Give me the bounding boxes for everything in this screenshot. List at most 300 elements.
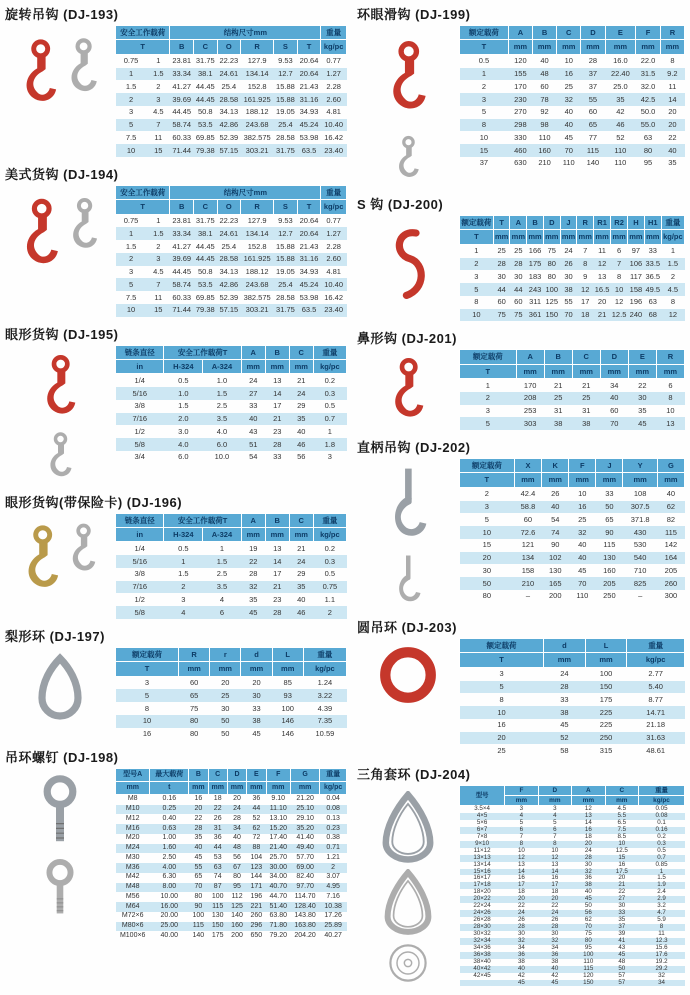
table-row (116, 794, 347, 804)
col-header: mm (605, 40, 636, 54)
col-header: kg/pc (321, 40, 347, 54)
table-cell: 95 (584, 943, 592, 951)
table-cell: 22.40 (605, 68, 636, 81)
table-cell: 30 (628, 392, 656, 405)
table-row (116, 131, 347, 144)
table-cell: 0.08 (639, 813, 685, 820)
product-image-area (5, 185, 115, 279)
table-cell: M12 (125, 814, 140, 822)
table-cell: 65 (605, 514, 614, 524)
col-header: mm (538, 796, 571, 806)
table-cell: 3.5 (203, 413, 242, 426)
table-row (460, 681, 685, 694)
table-row (116, 805, 347, 815)
table-cell: 46 (289, 438, 313, 451)
table-cell: 78 (532, 93, 556, 106)
table-cell: 0.2 (657, 832, 666, 840)
table-cell: 67 (227, 863, 246, 873)
col-header: mm (241, 662, 272, 676)
table-cell: 100 (192, 912, 205, 920)
col-header: mm (623, 473, 657, 487)
table-cell: 0.71 (320, 844, 347, 854)
col-header: kg/pc (627, 653, 685, 667)
table-cell: 20×22 (460, 896, 505, 903)
table-row (460, 513, 685, 526)
table-cell: 1.8 (313, 438, 346, 451)
table-cell: 70 (560, 309, 577, 322)
col-header: mm (656, 364, 684, 378)
section-dj-197 (5, 625, 347, 741)
table-cell: 1.5 (657, 874, 666, 882)
table-cell: 6 (505, 827, 538, 834)
col-header: C (572, 350, 600, 364)
table-cell: 260 (657, 577, 684, 590)
table-cell: 1.5 (178, 401, 189, 411)
table-cell: 23.81 (172, 56, 192, 66)
table-cell: 45.24 (297, 119, 321, 132)
table-cell: 25.4 (221, 241, 237, 251)
table-cell: 35 (289, 581, 313, 594)
table-cell: 5 (519, 818, 524, 826)
col-header: A-324 (203, 359, 242, 373)
table-cell: 5/8 (116, 438, 164, 451)
col-header: mm (241, 527, 265, 541)
col-header: C (194, 200, 218, 214)
table-cell: 188.12 (245, 107, 269, 117)
table-cell: 13×14 (473, 860, 491, 868)
table-cell: 7.5 (125, 132, 137, 142)
table-cell: 54 (249, 452, 258, 462)
table-cell: 3.5×4 (474, 805, 490, 813)
col-header: B (265, 513, 289, 527)
table-cell: 15.88 (274, 93, 298, 106)
table-cell: 26 (551, 489, 560, 499)
table-cell: 530 (633, 540, 647, 550)
table-cell: 22 (241, 555, 265, 568)
col-header: 重量 (639, 786, 685, 796)
col-header: B (170, 40, 194, 54)
table-cell: 35 (618, 916, 626, 924)
table-cell: 44 (208, 844, 227, 854)
table-cell: 60 (497, 297, 506, 307)
table-cell: 42.86 (217, 278, 241, 291)
table-cell: 1/2 (134, 426, 145, 436)
table-cell: 37 (479, 158, 489, 168)
table-row (460, 526, 685, 539)
table-cell: 52 (616, 132, 625, 142)
table-cell: 5 (553, 818, 557, 826)
table-cell: 58 (560, 745, 569, 755)
table-cell: 161.925 (241, 253, 274, 266)
table-cell: 10.0 (214, 452, 230, 462)
table-cell: 20 (618, 874, 626, 882)
table-cell: 115 (657, 526, 684, 539)
table-row (460, 889, 685, 896)
table-row (116, 106, 347, 119)
table-cell: 5 (116, 278, 147, 291)
table-cell: 21.43 (299, 241, 319, 251)
table-cell: 46 (605, 119, 636, 132)
table-cell: 3 (553, 805, 557, 813)
product-image-area (357, 215, 459, 309)
table-cell: 25 (544, 392, 572, 405)
table-cell: 22×24 (473, 902, 491, 910)
table-cell: 16 (618, 860, 626, 868)
table-cell: 44 (493, 283, 510, 296)
table-cell: 1 (164, 555, 203, 568)
pear-ring-image (33, 653, 87, 725)
table-cell: 8 (474, 297, 479, 307)
table-cell: 0.23 (320, 824, 347, 834)
table-row (116, 68, 347, 81)
table-cell: 34 (227, 824, 246, 834)
table-cell: 120 (583, 971, 594, 979)
table-row (116, 119, 347, 132)
table-cell: 60 (540, 81, 549, 91)
hook-outline-drawing (394, 131, 422, 187)
table-cell: 65 (581, 119, 605, 132)
table-cell: 115 (603, 540, 616, 550)
table-cell: 12.7 (274, 68, 298, 81)
table-cell: 2.4 (657, 888, 666, 896)
table-cell: 75 (493, 309, 510, 322)
table-cell: 8 (656, 392, 684, 405)
col-header: mm (560, 230, 577, 244)
table-cell: 32 (538, 938, 571, 945)
table-cell: 40 (660, 144, 684, 157)
table-cell: 4.00 (150, 863, 189, 873)
col-header: mm (208, 782, 227, 795)
table-cell: 15×16 (460, 869, 505, 876)
table-cell: – (638, 591, 643, 601)
table-cell: 12.5 (615, 846, 628, 854)
table-cell: 43 (618, 943, 626, 951)
table-cell: 1/4 (134, 543, 145, 553)
col-header: H-324 (164, 527, 203, 541)
table-cell: 35 (605, 93, 636, 106)
table-cell: 44.45 (172, 267, 192, 276)
table-row (460, 258, 685, 271)
table-cell: 49.40 (290, 844, 319, 854)
table-cell: 371.8 (630, 514, 650, 524)
table-cell: 1 (116, 227, 147, 240)
table-cell: 9.10 (271, 795, 286, 803)
table-cell: 4 (538, 813, 571, 820)
table-cell: 125 (545, 297, 559, 307)
table-cell: 110 (605, 144, 636, 157)
table-cell: 40 (584, 888, 592, 896)
table-cell: 382.575 (243, 292, 271, 302)
table-cell: 130 (211, 912, 224, 920)
table-cell: 26 (560, 258, 577, 271)
table-cell: 40 (297, 426, 306, 436)
table-cell: 69.85 (195, 132, 215, 142)
table-cell: 32 (505, 938, 538, 945)
table-cell: 57 (605, 980, 638, 987)
table-cell: 12.3 (639, 938, 685, 945)
col-header: R (241, 40, 274, 54)
table-cell: 10 (564, 56, 573, 66)
table-cell: 25.10 (290, 805, 319, 815)
table-cell: 26×28 (473, 916, 491, 924)
table-row (460, 296, 685, 309)
table-cell: 210 (514, 577, 542, 590)
table-cell: 4.39 (317, 703, 333, 713)
col-header: kg/pc (320, 782, 347, 795)
table-cell: 40 (578, 540, 587, 550)
table-cell: 10 (116, 715, 179, 728)
table-row (460, 841, 685, 848)
table-cell: 23 (273, 426, 282, 436)
table-cell: 146 (272, 715, 303, 728)
table-cell: 82.40 (296, 873, 314, 881)
table-cell: 0.1 (657, 818, 666, 826)
col-header: F (266, 769, 290, 782)
table-cell: 98 (532, 119, 556, 132)
table-cell: 2.9 (639, 896, 685, 903)
table-row (460, 244, 685, 257)
col-header: mm (572, 364, 600, 378)
table-cell: 330 (514, 132, 527, 142)
col-header: d (544, 639, 586, 653)
table-row (460, 903, 685, 910)
table-cell: 82 (666, 514, 676, 524)
table-cell: 51.40 (266, 902, 290, 912)
table-cell: 143.80 (294, 912, 316, 920)
table-cell: 16 (497, 720, 506, 730)
table-cell: 106 (628, 258, 645, 271)
table-cell: 52.39 (219, 132, 239, 142)
table-row (460, 93, 685, 106)
table-row (116, 853, 347, 863)
table-cell: 205 (596, 577, 623, 590)
table-cell: 80 (636, 144, 661, 157)
table-cell: 80 (547, 271, 556, 281)
table-cell: 22.23 (219, 56, 239, 66)
product-image-area (357, 458, 459, 610)
table-cell: 260 (250, 912, 263, 920)
table-cell: 20.64 (299, 56, 319, 66)
table-cell: 19.05 (276, 107, 295, 117)
table-row (116, 844, 347, 854)
product-image-area (5, 647, 115, 725)
table-cell: 21 (265, 413, 289, 426)
spec-table-dj-197 (115, 647, 347, 741)
table-cell: 70 (572, 924, 605, 931)
table-cell: 110 (583, 957, 594, 965)
table-cell: 253 (523, 406, 537, 415)
col-header: F (636, 26, 661, 40)
table-cell: 33 (252, 703, 261, 713)
table-row (460, 882, 685, 889)
table-cell: 7 (583, 246, 588, 256)
table-cell: 2.5 (216, 569, 228, 579)
table-cell: 37 (588, 81, 598, 91)
table-cell: 25.00 (150, 922, 189, 932)
table-cell: 40 (666, 489, 676, 499)
table-cell: 140 (231, 912, 243, 920)
table-cell: 20 (660, 119, 684, 132)
table-cell: 75 (547, 246, 556, 256)
table-cell: 2.28 (326, 241, 341, 251)
table-row (460, 405, 685, 418)
table-cell: 60.33 (172, 292, 192, 302)
sliding-hook-image (385, 31, 431, 127)
table-cell: 29.2 (639, 966, 685, 973)
col-header: 重量 (321, 26, 347, 40)
table-cell: 53.98 (299, 132, 319, 142)
table-cell: 1.27 (321, 68, 347, 81)
table-cell: 45 (538, 980, 571, 987)
table-cell: 28.58 (276, 132, 295, 142)
table-cell: 100 (572, 952, 605, 959)
table-cell: 8 (577, 258, 594, 271)
table-cell: 1.00 (162, 834, 177, 842)
table-cell: 33.34 (170, 68, 194, 81)
table-cell: 7 (519, 832, 524, 840)
table-cell: 33 (273, 452, 282, 462)
table-cell: 8 (505, 841, 538, 848)
table-cell: 63.80 (269, 912, 287, 920)
col-header: mm (657, 473, 684, 487)
table-cell: 134.14 (241, 227, 274, 240)
table-cell: 18 (551, 888, 559, 896)
page-title: 旋转吊钩 (DJ-193) (5, 7, 119, 22)
product-image-area (357, 349, 459, 427)
hook-outline-drawing (67, 191, 101, 261)
table-cell: 16 (572, 827, 605, 834)
table-cell: 40.70 (266, 883, 290, 893)
col-header: G (290, 769, 319, 782)
page-title: 梨形环 (DJ-197) (5, 628, 105, 644)
table-cell: 4.81 (326, 267, 341, 276)
table-cell: 0.75 (123, 56, 139, 66)
table-cell: 80 (572, 938, 605, 945)
table-cell: 44.45 (194, 93, 218, 106)
table-cell: 13 (572, 813, 605, 820)
table-cell: 79.38 (194, 144, 218, 157)
table-cell: 17 (581, 297, 590, 307)
s-hook-image (384, 221, 432, 309)
table-cell: 0.77 (326, 56, 341, 66)
col-header: 重量 (313, 345, 346, 359)
table-cell: 4.5 (661, 283, 684, 296)
left-column (5, 3, 347, 992)
table-cell: 4.5 (153, 267, 164, 276)
table-cell: 4.5 (617, 805, 627, 813)
table-cell: 57.70 (296, 853, 314, 861)
table-cell: 20 (572, 841, 605, 848)
table-cell: 361 (527, 309, 544, 322)
col-header: mm (660, 40, 684, 54)
table-row (460, 896, 685, 903)
table-cell: 123 (247, 863, 266, 873)
table-row (460, 417, 685, 430)
table-cell: 3/4 (134, 452, 145, 462)
table-cell: 45 (241, 606, 265, 619)
table-cell: 14 (265, 387, 289, 400)
table-cell: 1 (116, 68, 147, 81)
table-cell: 0.7 (313, 413, 346, 426)
col-header: C (208, 769, 227, 782)
table-cell: 2 (164, 581, 203, 594)
table-cell: 2.60 (321, 253, 347, 266)
table-cell: 14 (660, 93, 684, 106)
table-cell: 38 (551, 957, 559, 965)
table-cell: 25 (497, 745, 506, 755)
thimble-outline-drawing (382, 869, 434, 937)
table-cell: 27 (605, 896, 638, 903)
table-cell: 8.00 (150, 883, 189, 893)
table-cell: 40 (557, 119, 581, 132)
eye-hook-image (40, 351, 80, 425)
table-cell: 3.22 (303, 689, 346, 702)
col-header: 额定载荷 (460, 26, 509, 40)
table-cell: 32.0 (640, 81, 656, 91)
table-cell: 7.35 (303, 715, 346, 728)
col-header: 重量 (303, 647, 346, 661)
table-cell: 188.12 (245, 267, 269, 276)
table-cell: 40 (233, 834, 241, 842)
table-cell: 38 (560, 283, 577, 296)
table-cell: 9×10 (460, 841, 505, 848)
table-cell: 10 (460, 309, 494, 322)
table-row (460, 732, 685, 745)
table-cell: 102 (542, 552, 569, 565)
page-title: 环眼滑钩 (DJ-199) (357, 7, 471, 22)
table-cell: 16.00 (150, 902, 189, 912)
table-cell: 7/16 (116, 413, 164, 426)
table-cell: 0.16 (639, 827, 685, 834)
table-cell: 0.38 (326, 834, 340, 842)
table-row (116, 581, 347, 594)
table-row (460, 931, 685, 938)
table-cell: 25 (210, 689, 241, 702)
col-header: T (460, 364, 517, 378)
table-cell: 14 (265, 555, 289, 568)
table-cell: 75 (510, 309, 527, 322)
round-ring-image (377, 644, 439, 706)
table-cell: 5 (460, 417, 517, 430)
table-cell: 2.60 (321, 93, 347, 106)
table-cell: 170 (523, 380, 537, 390)
table-cell: 38 (544, 417, 572, 430)
table-cell: 20.64 (299, 216, 319, 225)
table-cell: 31.75 (195, 216, 215, 225)
table-cell: 36×38 (460, 952, 505, 959)
table-cell: M42 (125, 873, 140, 881)
table-cell: M48 (116, 883, 150, 893)
section-dj-199 (357, 3, 685, 187)
table-cell: 250 (585, 732, 627, 745)
table-cell: 25.4 (274, 278, 298, 291)
table-cell: 140 (192, 931, 205, 939)
table-cell: 45 (578, 565, 587, 575)
col-header: X (514, 459, 542, 473)
table-cell: M100×6 (119, 931, 146, 939)
table-cell: 21 (265, 581, 289, 594)
table-row (460, 68, 685, 81)
table-cell: 30 (482, 565, 492, 575)
table-cell: 1.5 (661, 258, 684, 271)
table-row (460, 966, 685, 973)
table-cell: 175 (211, 931, 224, 939)
table-cell: 44 (510, 283, 527, 296)
table-row (460, 706, 685, 719)
table-cell: 10 (116, 304, 147, 317)
table-cell: 40 (241, 413, 265, 426)
table-cell: 3.2 (657, 902, 666, 910)
